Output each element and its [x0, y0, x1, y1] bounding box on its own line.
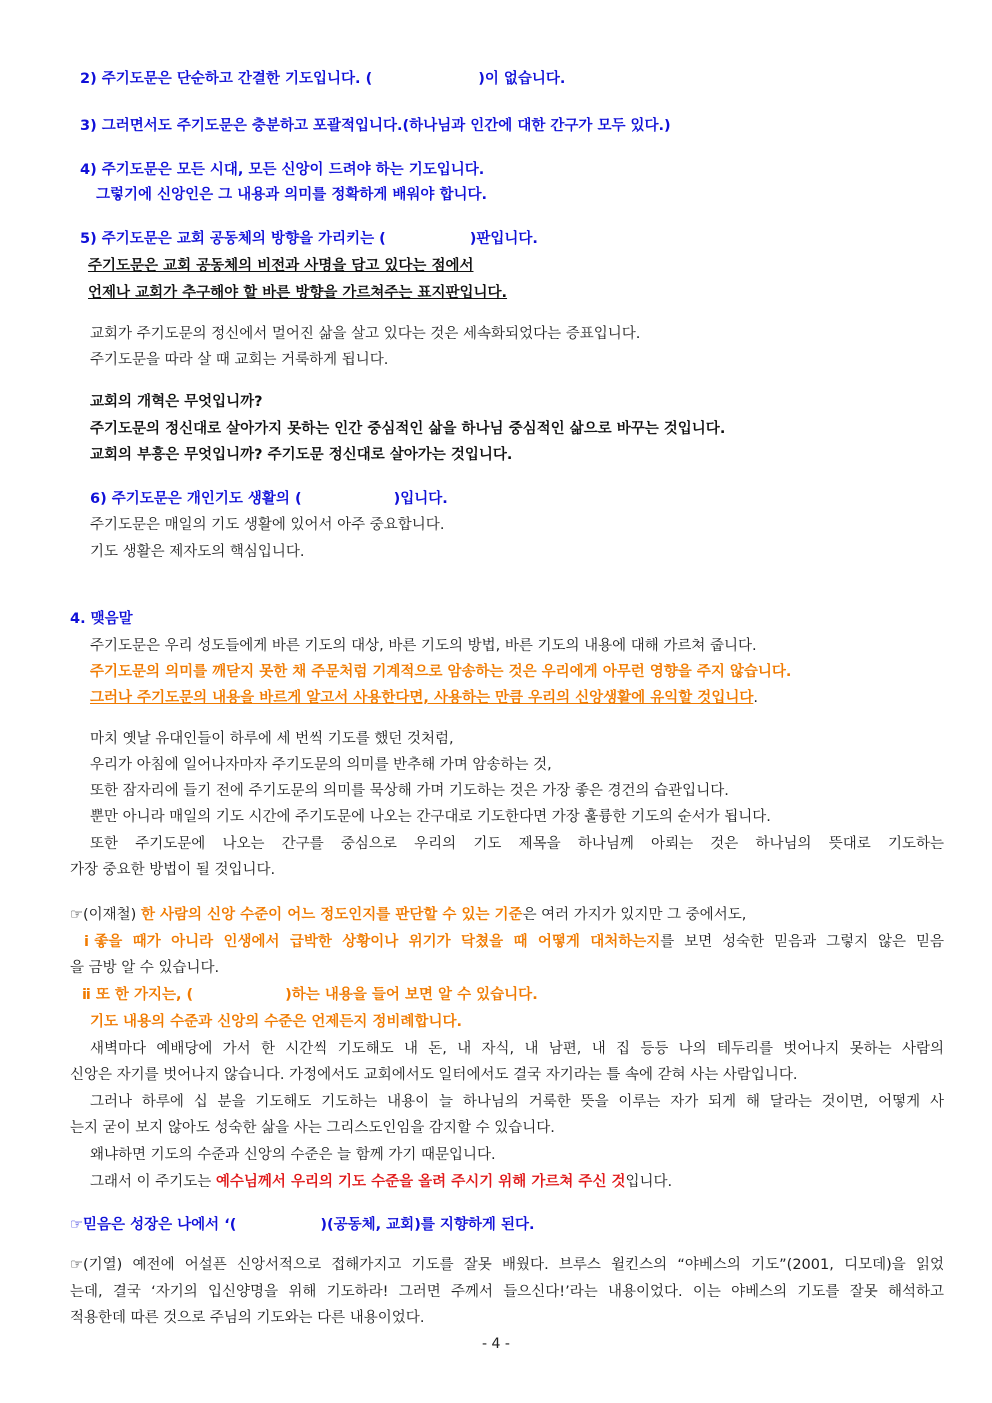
- conclusion-line-3: 또한 잠자리에 들기 전에 주기도문의 의미를 묵상해 가며 기도하는 것은 가장 좋은 경건의 습관입니다.: [90, 783, 729, 799]
- item-2: 2) 주기도문은 단순하고 간결한 기도입니다. ( )이 없습니다.: [80, 71, 566, 87]
- reform-answer: 주기도문의 정신대로 살아가지 못하는 인간 중심적인 삶을 하나님 중심적인 삶으로 바꾸는 것입니다.: [90, 421, 726, 437]
- quote-lee-proportional: 기도 내용의 수준과 신앙의 수준은 언제든지 정비례합니다.: [90, 1014, 462, 1030]
- item-6-paragraph-1: 주기도문은 매일의 기도 생활에 있어서 아주 중요합니다.: [90, 517, 445, 533]
- quote-lee-paragraph-2: 신앙은 자기를 벗어나지 않습니다. 가정에서도 교회에서도 일터에서도 결국 자기라는 틀 속에 갇혀 사는 사람입니다.: [70, 1067, 798, 1083]
- conclusion-heading: 4. 맺음말: [70, 611, 133, 627]
- item-5: 5) 주기도문은 교회 공동체의 방향을 가리키는 ( )판입니다.: [80, 231, 538, 247]
- item-6-paragraph-2: 기도 생활은 제자도의 핵심입니다.: [90, 544, 305, 560]
- quote-lee-paragraph-6: 그래서 이 주기도는 예수님께서 우리의 기도 수준을 올려 주시기 위해 가르쳐 주신 것입니다.: [90, 1174, 673, 1190]
- conclusion-line-1: 마치 옛날 유대인들이 하루에 세 번씩 기도를 했던 것처럼,: [90, 731, 454, 747]
- quote-kiyeol-line-2: 는데, 결국 ‘자기의 입신양명을 위해 기도하라! 그러면 주께서 들으신다!’라는 내용이었다. 이는 야베스의 기도를 잘못 해석하고: [70, 1284, 944, 1300]
- quote-lee-paragraph-3: 그러나 하루에 십 분을 기도해도 기도하는 내용이 늘 하나님의 거룩한 뜻을 이루는 자가 되게 해 달라는 것이면, 어떻게 사: [90, 1094, 944, 1110]
- quote-lee-line-1: ☞(이재철) 한 사람의 신앙 수준이 어느 정도인지를 판단할 수 있는 기준은 여러 가지가 있지만 그 중에서도,: [70, 907, 747, 923]
- quote-lee-paragraph-4: 는지 굳이 보지 않아도 성숙한 삶을 사는 그리스도인임을 감지할 수 있습니다.: [70, 1120, 555, 1136]
- quote-lee-line-2: ⅰ좋을 때가 아니라 인생에서 급박한 상황이나 위기가 닥쳤을 때 어떻게 대처하는지를 보면 성숙한 믿음과 그렇지 않은 믿음: [84, 934, 945, 950]
- revival-question: 교회의 부흥은 무엇입니까? 주기도문 정신대로 살아가는 것입니다.: [90, 447, 513, 463]
- item-5-underline-1: 주기도문은 교회 공동체의 비전과 사명을 담고 있다는 점에서: [88, 258, 474, 274]
- item-5-paragraph-1: 교회가 주기도문의 정신에서 멀어진 삶을 살고 있다는 것은 세속화되었다는 증표입니다.: [90, 326, 641, 342]
- item-5-underline-2: 언제나 교회가 추구해야 할 바른 방향을 가르쳐주는 표지판입니다.: [88, 285, 508, 301]
- item-4-line2: 그렇기에 신앙인은 그 내용과 의미를 정확하게 배워야 합니다.: [96, 187, 488, 203]
- quote-lee-blank: ⅱ 또 한 가지는, ( )하는 내용을 들어 보면 알 수 있습니다.: [82, 987, 538, 1003]
- item-4-line1: 4) 주기도문은 모든 시대, 모든 신앙이 드려야 하는 기도입니다.: [80, 162, 485, 178]
- quote-kiyeol-line-1: ☞(기열) 예전에 어설픈 신앙서적으로 접해가지고 기도를 잘못 배웠다. 브루스 윌킨스의 “야베스의 기도”(2001, 디모데)을 읽었: [70, 1257, 944, 1273]
- quote-lee-line-3: 을 금방 알 수 있습니다.: [70, 960, 220, 976]
- quote-kiyeol-line-3: 적용한데 따른 것으로 주님의 기도와는 다른 내용이었다.: [70, 1310, 425, 1326]
- item-3: 3) 그러면서도 주기도문은 충분하고 포괄적입니다.(하나님과 인간에 대한 간구가 모두 있다.): [80, 118, 671, 134]
- conclusion-highlight-2: 그러나 주기도문의 내용을 바르게 알고서 사용한다면, 사용하는 만큼 우리의 신앙생활에 유익할 것입니다.: [90, 690, 758, 706]
- conclusion-line-5: 또한 주기도문에 나오는 간구를 중심으로 우리의 기도 제목을 하나님께 아뢰는 것은 하나님의 뜻대로 기도하는: [90, 836, 944, 852]
- conclusion-line-2: 우리가 아침에 일어나자마자 주기도문의 의미를 반추해 가며 암송하는 것,: [90, 757, 552, 773]
- item-5-paragraph-2: 주기도문을 따라 살 때 교회는 거룩하게 됩니다.: [90, 352, 389, 368]
- page-number: - 4 -: [482, 1336, 510, 1352]
- conclusion-paragraph-1: 주기도문은 우리 성도들에게 바른 기도의 대상, 바른 기도의 방법, 바른 기도의 내용에 대해 가르쳐 줍니다.: [90, 638, 757, 654]
- quote-lee-paragraph-1: 새벽마다 예배당에 가서 한 시간씩 기도해도 내 돈, 내 자식, 내 남편, 내 집 등등 나의 테두리를 벗어나지 못하는 사람의: [90, 1041, 944, 1057]
- quote-lee-paragraph-5: 왜냐하면 기도의 수준과 신앙의 수준은 늘 함께 가기 때문입니다.: [90, 1147, 496, 1163]
- conclusion-line-6: 가장 중요한 방법이 될 것입니다.: [70, 862, 276, 878]
- quote-faith-growth: ☞믿음은 성장은 나에서 ‘( )(공동체, 교회)를 지향하게 된다.: [70, 1217, 535, 1233]
- conclusion-line-4: 뿐만 아니라 매일의 기도 시간에 주기도문에 나오는 간구대로 기도한다면 가장 훌륭한 기도의 순서가 됩니다.: [90, 809, 771, 825]
- item-6: 6) 주기도문은 개인기도 생활의 ( )입니다.: [90, 491, 448, 507]
- reform-question: 교회의 개혁은 무엇입니까?: [90, 394, 263, 410]
- conclusion-highlight-1: 주기도문의 의미를 깨닫지 못한 채 주문처럼 기계적으로 암송하는 것은 우리에게 아무런 영향을 주지 않습니다.: [90, 664, 792, 680]
